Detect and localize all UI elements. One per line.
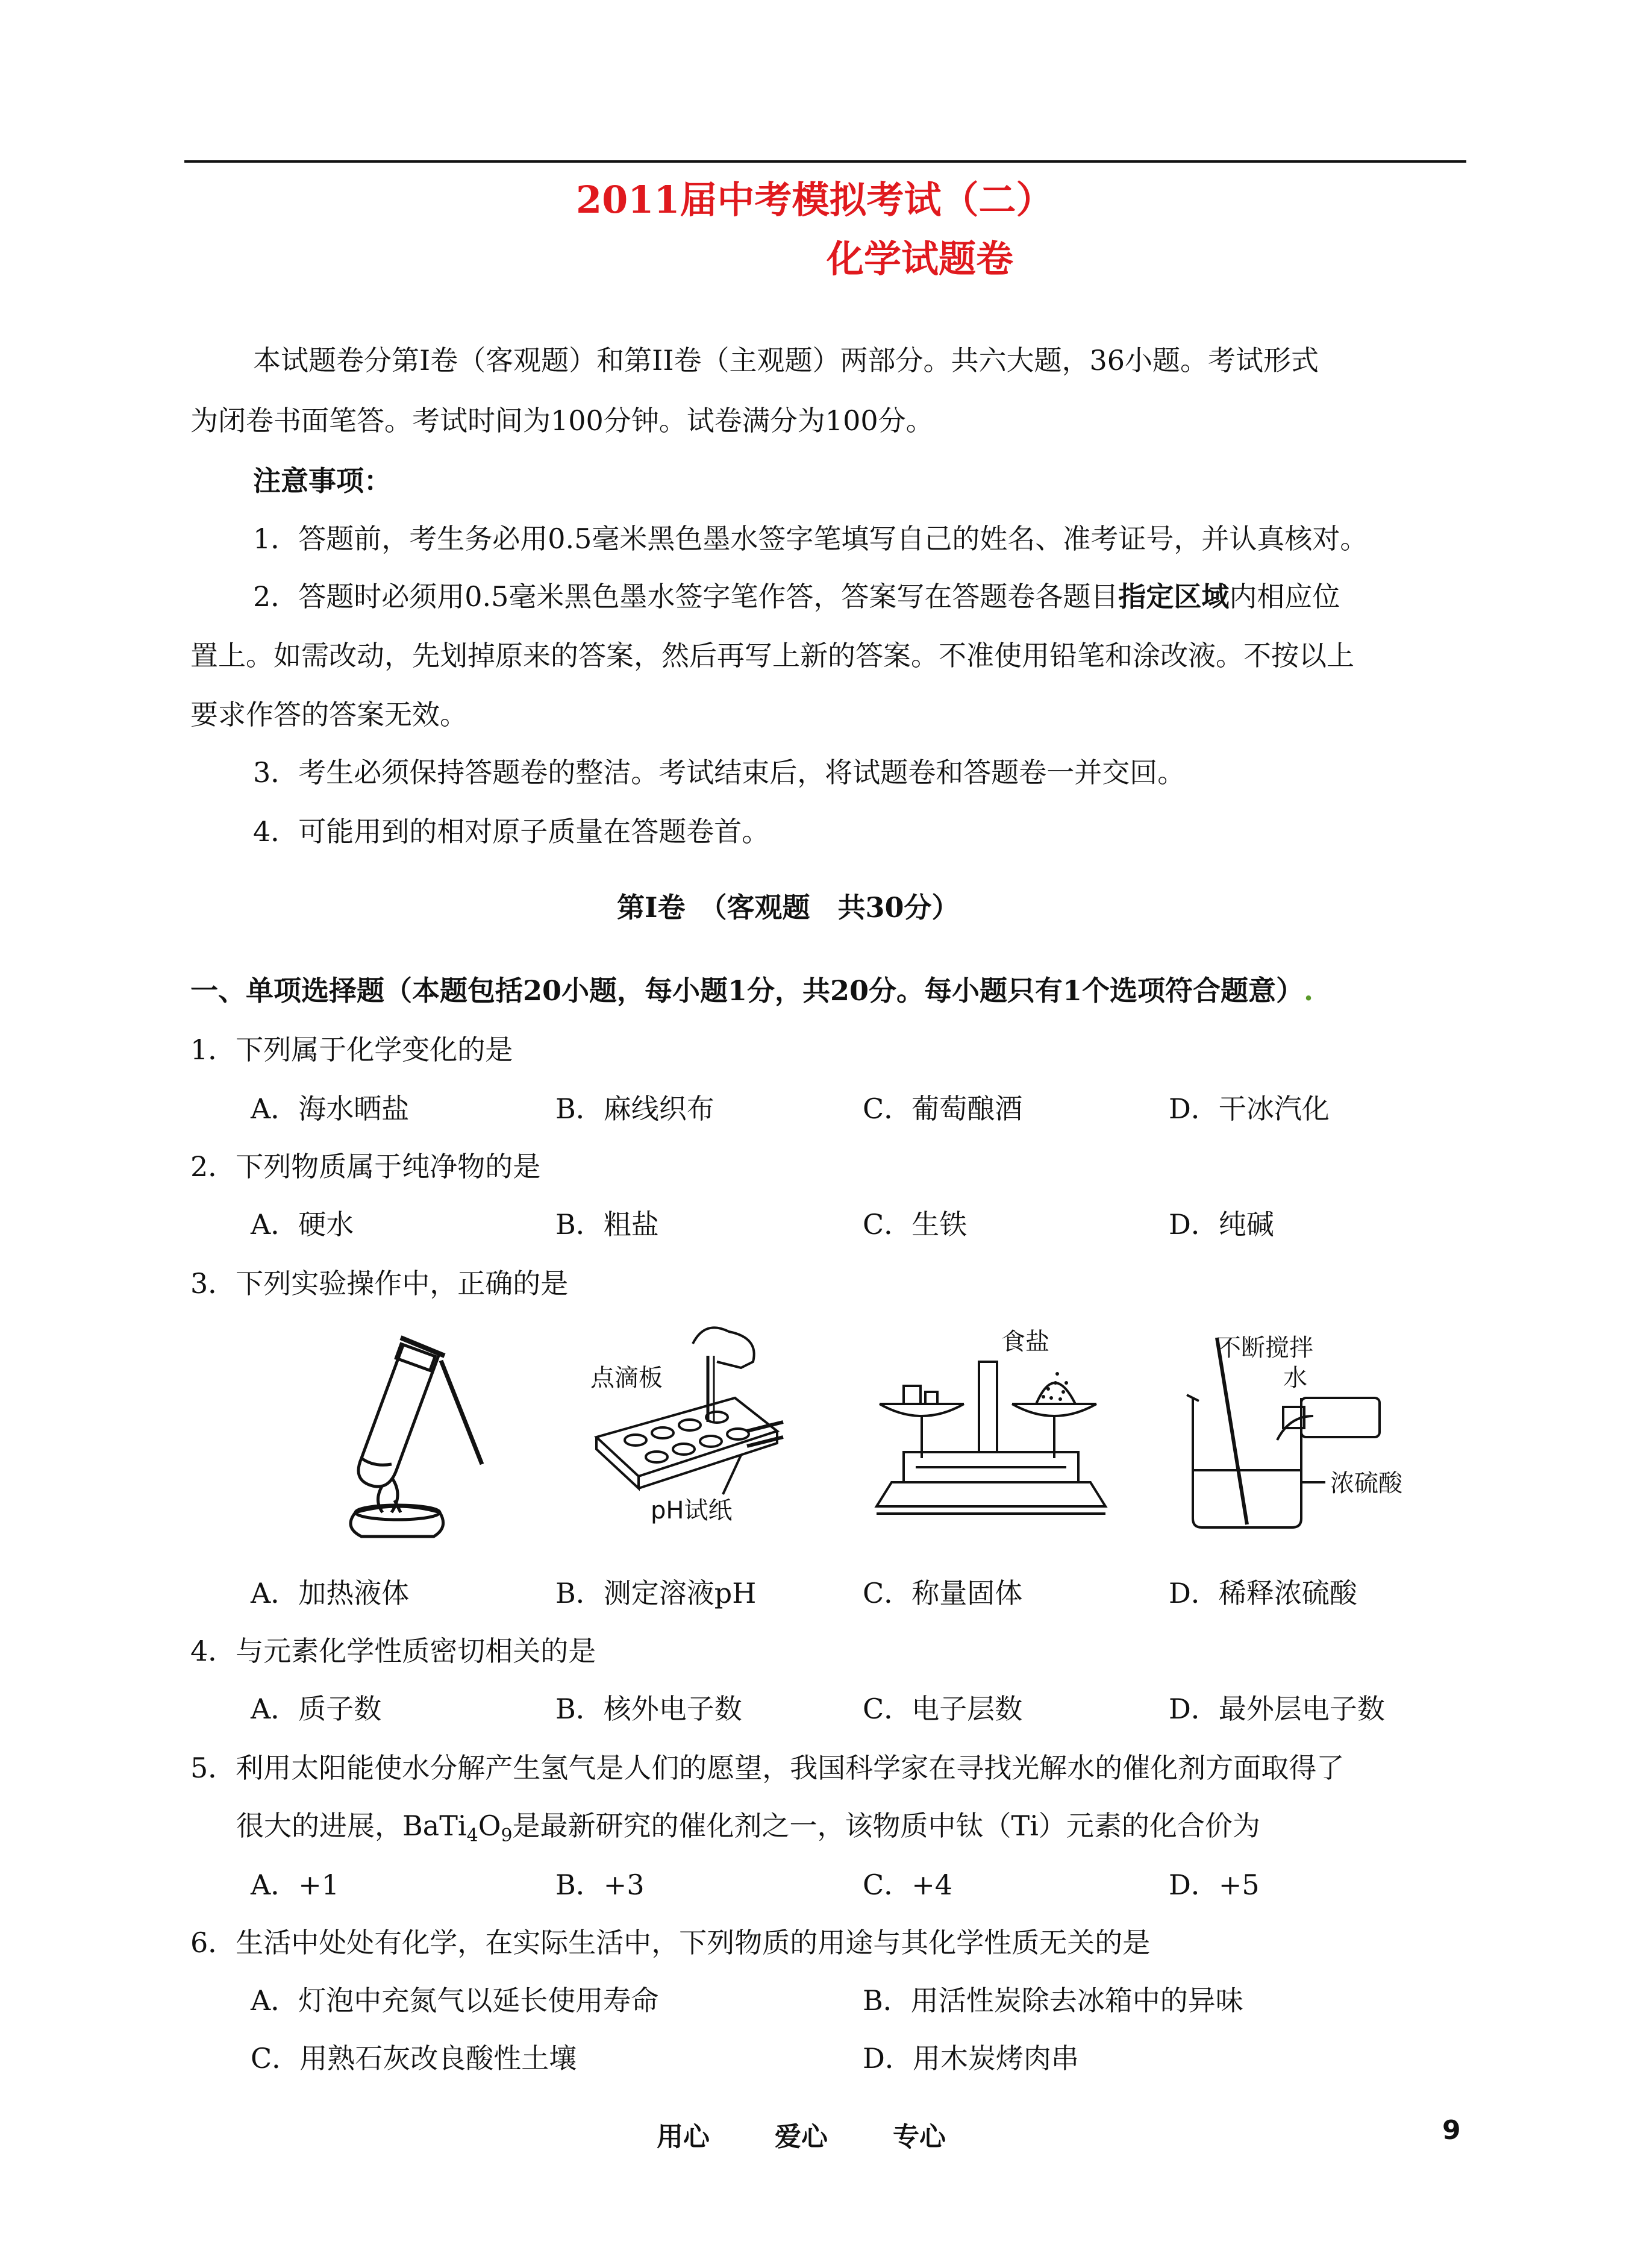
figure-d-label-acid: 浓硫酸 bbox=[1330, 1470, 1402, 1497]
q6-option-b: B．用活性炭除去冰箱中的异味 bbox=[863, 1984, 1243, 2017]
q5-stem-line-2: 很大的进展，$BaTi_4O_9$是最新研究的催化剂之一，该物质中钛（Ti）元素的化合价为 bbox=[236, 1809, 1260, 1847]
q5-option-d: D．+5 bbox=[1169, 1869, 1260, 1901]
q3-stem: 3．下列实验操作中，正确的是 bbox=[190, 1267, 569, 1300]
note-1: 1．答题前，考生务必用0.5毫米黑色墨水签字笔填写自己的姓名、准考证号，并认真核对。 bbox=[253, 522, 1368, 555]
q6-stem: 6．生活中处处有化学，在实际生活中，下列物质的用途与其化学性质无关的是 bbox=[190, 1926, 1151, 1959]
q4-option-a: A．质子数 bbox=[251, 1693, 382, 1725]
figure-b-ph-test bbox=[578, 1320, 807, 1537]
intro-line-2: 为闭卷书面笔答。考试时间为100分钟。试卷满分为100分。 bbox=[190, 404, 934, 437]
figure-a-heating-liquid bbox=[283, 1320, 500, 1549]
q4-stem: 4．与元素化学性质密切相关的是 bbox=[190, 1635, 596, 1667]
q2-stem: 2．下列物质属于纯净物的是 bbox=[190, 1150, 541, 1183]
footer-word-3: 专心 bbox=[893, 2122, 946, 2152]
q5-option-c: C．+4 bbox=[863, 1869, 953, 1901]
q3-option-a: A．加热液体 bbox=[251, 1577, 410, 1609]
figure-c-balance bbox=[868, 1326, 1121, 1530]
footer-word-2: 爱心 bbox=[775, 2122, 828, 2152]
q3-option-b: B．测定溶液pH bbox=[555, 1577, 757, 1609]
note-2-line-3: 要求作答的答案无效。 bbox=[190, 698, 467, 731]
q6-option-c: C．用熟石灰改良酸性土壤 bbox=[251, 2042, 577, 2075]
q3-option-c: C．称量固体 bbox=[863, 1577, 1023, 1609]
intro-line-1: 本试题卷分第Ⅰ卷（客观题）和第II卷（主观题）两部分。共六大题，36小题。考试形式 bbox=[253, 344, 1319, 377]
exam-title: 2011届中考模拟考试（二） bbox=[576, 178, 1054, 222]
q2-option-c: C．生铁 bbox=[863, 1208, 968, 1241]
q4-option-b: B．核外电子数 bbox=[555, 1693, 742, 1725]
section-1-heading: 一、单项选择题（本题包括20小题，每小题1分，共20分。每小题只有1个选项符合题意）. bbox=[190, 974, 1314, 1007]
note-2-emphasis: 指定区域 bbox=[1118, 580, 1230, 613]
q1-option-a: A．海水晒盐 bbox=[251, 1092, 410, 1125]
figure-b-label-plate: 点滴板 bbox=[590, 1364, 663, 1392]
figure-d-dilute-acid bbox=[1181, 1320, 1434, 1549]
figure-d-label-water: 水 bbox=[1283, 1364, 1307, 1392]
q2-option-a: A．硬水 bbox=[251, 1208, 354, 1241]
q6-option-d: D．用木炭烤肉串 bbox=[863, 2042, 1079, 2075]
q1-option-d: D．干冰汽化 bbox=[1169, 1092, 1330, 1125]
q3-option-d: D．稀释浓硫酸 bbox=[1169, 1577, 1357, 1609]
figure-b-label-paper: pH试纸 bbox=[651, 1497, 733, 1524]
note-3: 3．考生必须保持答题卷的整洁。考试结束后，将试题卷和答题卷一并交回。 bbox=[253, 756, 1186, 789]
q1-option-c: C．葡萄酿酒 bbox=[863, 1092, 1023, 1125]
q6-option-a: A．灯泡中充氮气以延长使用寿命 bbox=[251, 1984, 659, 2017]
notes-heading: 注意事项： bbox=[253, 465, 392, 497]
q4-option-d: D．最外层电子数 bbox=[1169, 1693, 1385, 1725]
note-2-line-2: 置上。如需改动，先划掉原来的答案，然后再写上新的答案。不准使用铅笔和涂改液。不按以上 bbox=[190, 639, 1354, 672]
figure-d-label-stir: 不断搅拌 bbox=[1217, 1334, 1313, 1362]
note-4: 4．可能用到的相对原子质量在答题卷首。 bbox=[253, 815, 770, 848]
part-1-heading: 第Ⅰ卷 （客观题 共30分） bbox=[617, 891, 960, 924]
q2-option-b: B．粗盐 bbox=[555, 1208, 659, 1241]
q5-option-a: A．+1 bbox=[251, 1869, 340, 1901]
note-2-line-1: 2．答题时必须用0.5毫米黑色墨水签字笔作答，答案写在答题卷各题目指定区域内相应位 bbox=[253, 580, 1340, 613]
header-rule bbox=[184, 160, 1466, 163]
q1-stem: 1．下列属于化学变化的是 bbox=[190, 1033, 513, 1066]
page-number: 9 bbox=[1442, 2115, 1461, 2146]
q2-option-d: D．纯碱 bbox=[1169, 1208, 1274, 1241]
q5-stem-line-1: 5．利用太阳能使水分解产生氢气是人们的愿望，我国科学家在寻找光解水的催化剂方面取得了 bbox=[190, 1752, 1345, 1784]
q5-option-b: B．+3 bbox=[555, 1869, 645, 1901]
q4-option-c: C．电子层数 bbox=[863, 1693, 1023, 1725]
figure-c-label-salt: 食盐 bbox=[1001, 1328, 1049, 1356]
q1-option-b: B．麻线织布 bbox=[555, 1092, 714, 1125]
exam-subtitle: 化学试题卷 bbox=[827, 237, 1014, 281]
footer-word-1: 用心 bbox=[657, 2122, 710, 2152]
